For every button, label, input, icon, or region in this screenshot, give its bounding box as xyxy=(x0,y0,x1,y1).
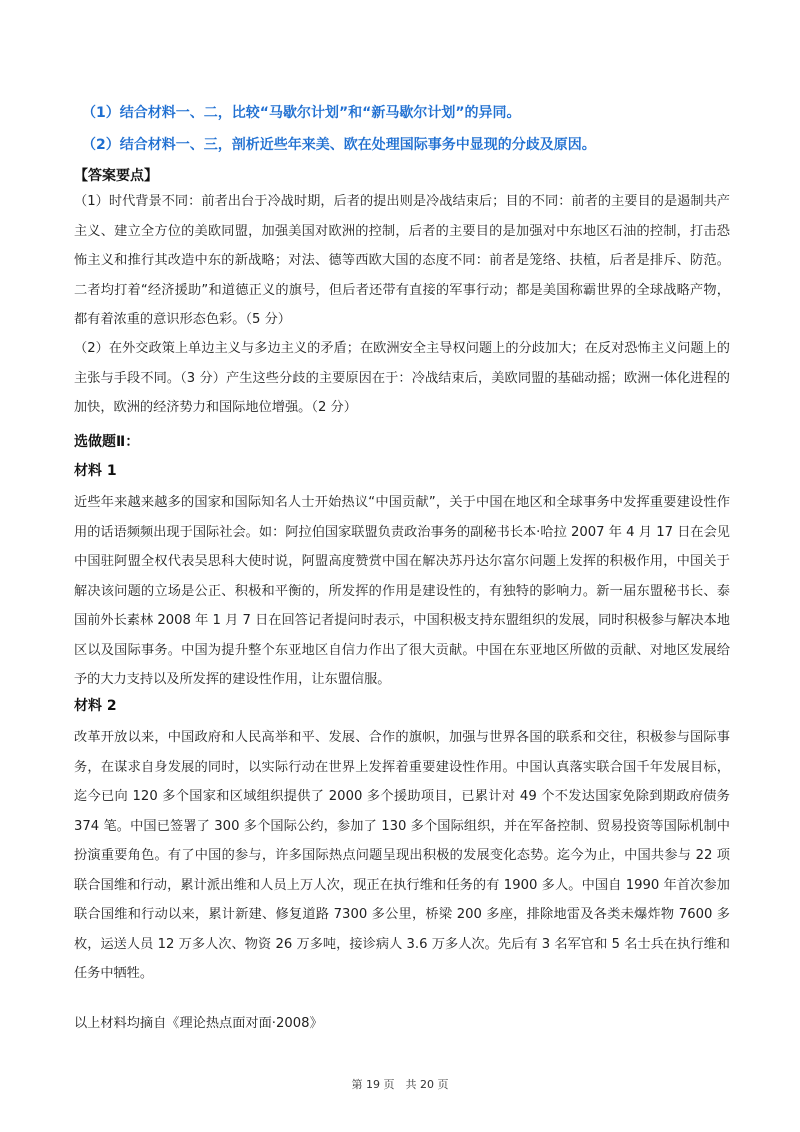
question-1: （1）结合材料一、二，比较“马歇尔计划”和“新马歇尔计划”的异同。 xyxy=(82,105,521,121)
question-2: （2）结合材料一、三，剖析近些年来美、欧在处理国际事务中显现的分歧及原因。 xyxy=(82,137,596,153)
elective-heading: 选做题Ⅱ： xyxy=(74,434,140,450)
source-note: 以上材料均摘自《理论热点面对面·2008》 xyxy=(74,1016,323,1031)
material-2-text: 改革开放以来，中国政府和人民高举和平、发展、合作的旗帜，加强与世界各国的联系和交往，积极参与国际事务，在谋求自身发展的同时，以实际行动在世界上发挥着重要建设性作用。中国认真落实联合国千年发展目标，迄今已向 120 多个国家和区域组织提供了 2000 多个援助项目，已累计对 49 个不发达国家免除到期政府债务 374 笔。中国已签署了 300 多个国际公约，参加了 130 多个国际组织，并在军备控制、贸易投资等国际机制中扮演重要角色。有了中国的参与，许多国际热点问题呈现出积极的发展变化态势。迄今为止，中国共参与 22 项联合国维和行动，累计派出维和人员上万人次，现正在执行维和任务的有 1900 多人。中国自 1990 年首次参加联合国维和行动以来，累计新建、修复道路 7300 多公里，桥梁 200 多座，排除地雷及各类未爆炸物 7600 多枚，运送人员 12 万多人次、物资 26 万多吨，接诊病人 3.6 万多人次。先后有 3 名军官和 5 名士兵在执行维和任务中牺牲。 xyxy=(74,730,730,981)
material-2-title: 材料 2 xyxy=(74,698,117,714)
answer-heading: 【答案要点】 xyxy=(74,168,158,184)
answer-paragraph-1: （1）时代背景不同：前者出台于冷战时期，后者的提出则是冷战结束后；目的不同：前者的主要目的是遏制共产主义、建立全方位的美欧同盟，加强美国对欧洲的控制，后者的主要目的是加强对中东地区石油的控制，打击恐怖主义和推行其改造中东的新战略；对法、德等西欧大国的态度不同：前者是笼络、扶植，后者是排斥、防范。二者均打着“经济援助”和道德正义的旗号，但后者还带有直接的军事行动；都是美国称霸世界的全球战略产物，都有着浓重的意识形态色彩。（5 分） xyxy=(74,194,730,327)
material-1-title: 材料 1 xyxy=(74,463,117,479)
material-1-text: 近些年来越来越多的国家和国际知名人士开始热议“中国贡献”，关于中国在地区和全球事务中发挥重要建设性作用的话语频频出现于国际社会。如：阿拉伯国家联盟负责政治事务的副秘书长本·哈拉 2007 年 4 月 17 日在会见中国驻阿盟全权代表吴思科大使时说，阿盟高度赞赏中国在解决苏丹达尔富尔问题上发挥的积极作用，中国关于解决该问题的立场是公正、积极和平衡的，所发挥的作用是建设性的，有独特的影响力。新一届东盟秘书长、泰国前外长素林 2008 年 1 月 7 日在回答记者提问时表示，中国积极支持东盟组织的发展，同时积极参与解决本地区以及国际事务。中国为提升整个东亚地区自信力作出了很大贡献。中国在东亚地区所做的贡献、对地区发展给予的大力支持以及所发挥的建设性作用，让东盟信服。 xyxy=(74,495,730,687)
answer-paragraph-2: （2）在外交政策上单边主义与多边主义的矛盾；在欧洲安全主导权问题上的分歧加大；在反对恐怖主义问题上的主张与手段不同。（3 分）产生这些分歧的主要原因在于：冷战结束后，美欧同盟的基础动摇；欧洲一体化进程的加快，欧洲的经济势力和国际地位增强。（2 分） xyxy=(74,341,730,415)
page-footer: 第 19 页 共 20 页 xyxy=(351,1078,449,1091)
